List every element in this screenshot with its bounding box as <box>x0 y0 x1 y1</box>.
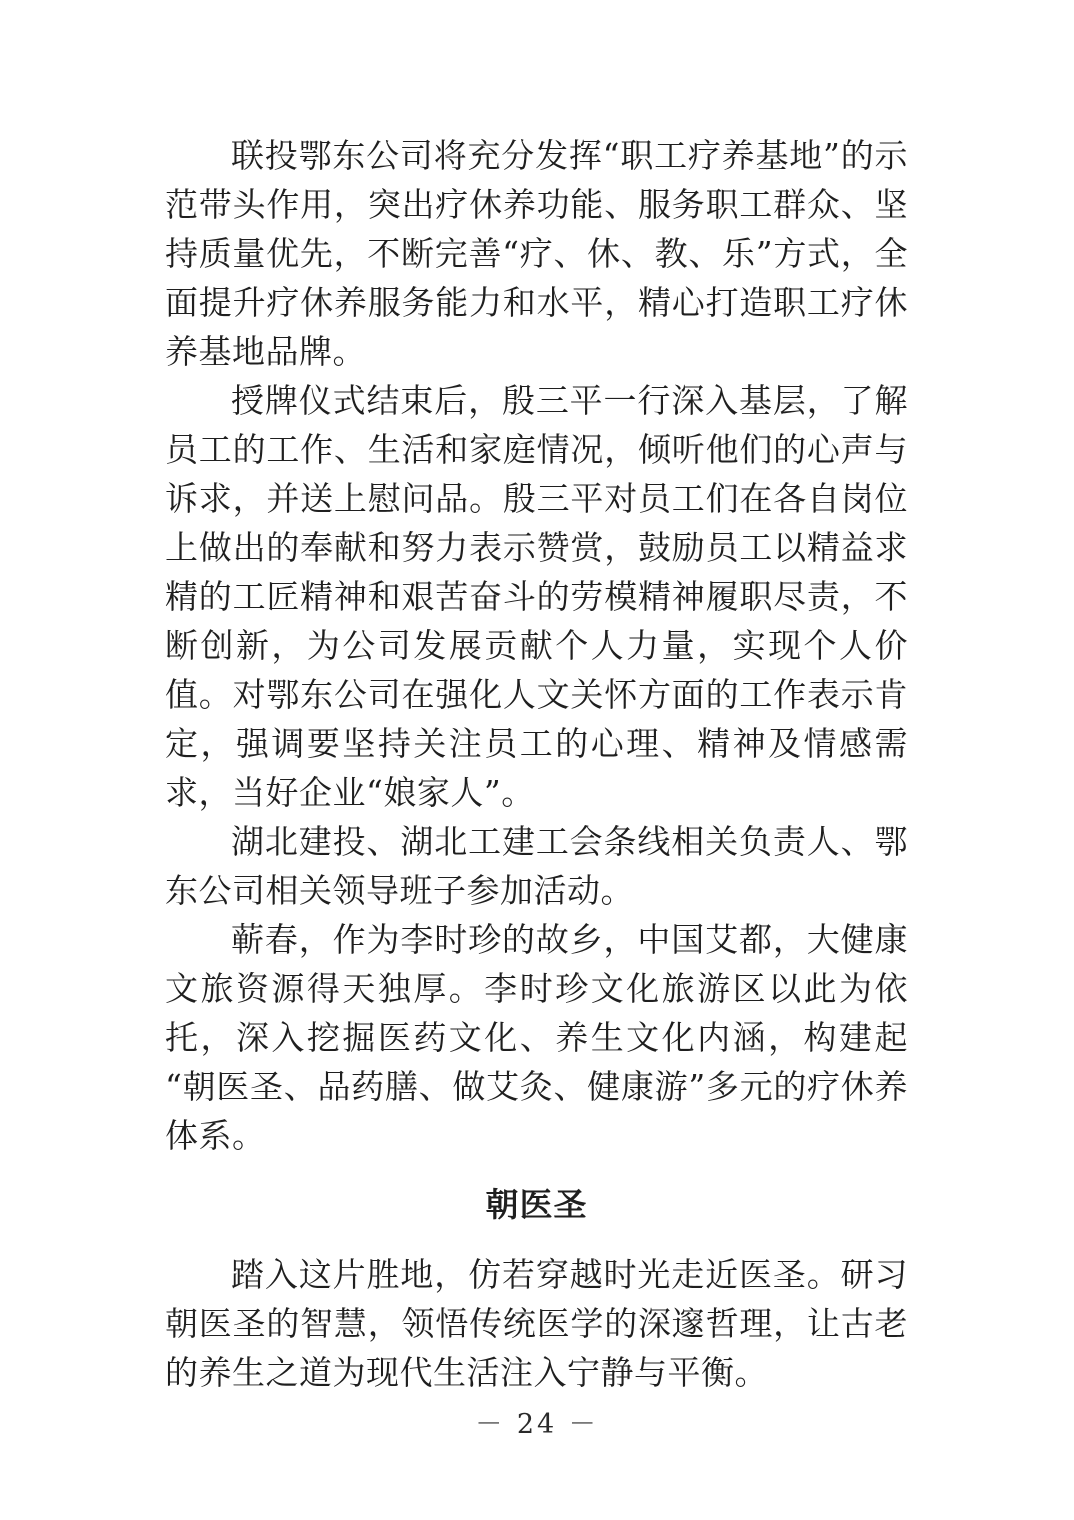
paragraph-qichun-intro: 蕲春，作为李时珍的故乡，中国艾都，大健康文旅资源得天独厚。李时珍文化旅游区以此为依托，深入挖掘医药文化、养生文化内涵，构建起“朝医圣、品药膳、做艾灸、健康游”多元的疗休养体系。 <box>165 920 908 1155</box>
document-body <box>165 131 908 1397</box>
paragraph-ceremony-visit: 授牌仪式结束后，殷三平一行深入基层，了解员工的工作、生活和家庭情况，倾听他们的心声与诉求，并送上慰问品。殷三平对员工们在各自岗位上做出的奉献和努力表示赞赏，鼓励员工以精益求精的工匠精神和艰苦奋斗的劳模精神履职尽责，不断创新，为公司发展贡献个人力量，实现个人价值。对鄂东公司在强化人文关怀方面的工作表示肯定，强调要坚持关注员工的心理、精神及情感需求，当好企业“娘家人”。 <box>165 381 908 812</box>
page-number: － 24 － <box>475 1409 599 1440</box>
paragraph-base-role: 联投鄂东公司将充分发挥“职工疗养基地”的示范带头作用，突出疗休养功能、服务职工群众、坚持质量优先，不断完善“疗、休、教、乐”方式，全面提升疗休养服务能力和水平，精心打造职工疗休养基地品牌。 <box>165 136 908 371</box>
page-footer <box>0 1408 1074 1442</box>
section-heading: 朝医圣 <box>485 1185 588 1224</box>
paragraph-attendees: 湖北建投、湖北工建工会条线相关负责人、鄂东公司相关领导班子参加活动。 <box>165 822 908 910</box>
paragraph-chaoyisheng: 踏入这片胜地，仿若穿越时光走近医圣。研习朝医圣的智慧，领悟传统医学的深邃哲理，让古老的养生之道为现代生活注入宁静与平衡。 <box>165 1255 908 1392</box>
